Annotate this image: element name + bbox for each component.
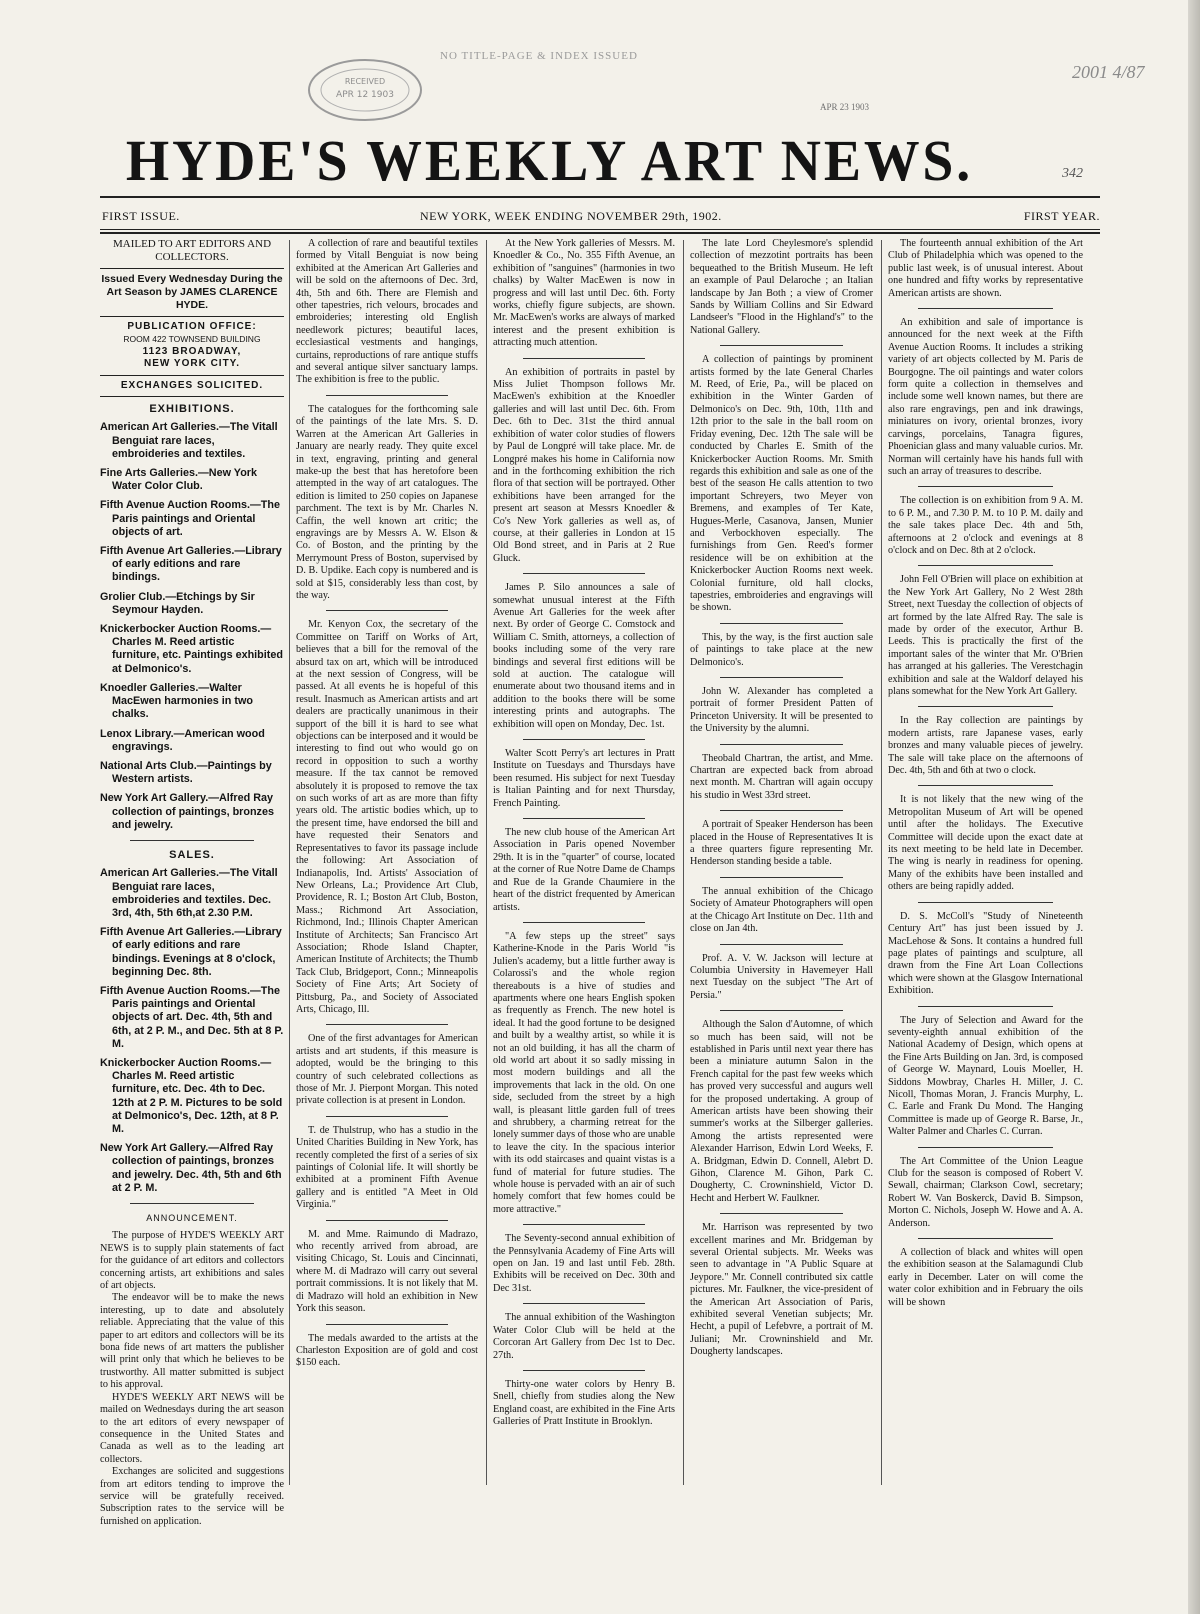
article-paragraph: A portrait of Speaker Henderson has been placed in the House of Representatives It is a three quarters figure representing Mr. Henderson standing beside a table. (690, 819, 873, 868)
article-divider (523, 358, 645, 359)
article-divider (720, 345, 843, 346)
article-paragraph: M. and Mme. Raimundo di Madrazo, who recently arrived from abroad, are visiting Chicago, St. Louis and Cincinnati, where M. di Madrazo will carry out several portrait commissions. It is not likely that M. di Madrazo will hold an exhibition in New York this season. (296, 1228, 478, 1315)
article-divider (523, 1370, 645, 1371)
svg-text:RECEIVED: RECEIVED (344, 77, 386, 86)
article-paragraph: The Art Committee of the Union League Club for the season is composed of Robert V. Sewall, chairman; Clarkson Cowl, secretary; Robert W. Van Boskerck, David B. Simpson, Morton C. Nichols, Joseph W. Howe and A. A. Anderson. (888, 1155, 1083, 1229)
announcement-paragraph: Exchanges are solicited and suggestions from art editors tending to improve the service will be gratefully received. Subscription rates to the service will be furnished on application. (100, 1466, 284, 1527)
exhibitions-list (100, 421, 284, 831)
article-paragraph: In the Ray collection are paintings by modern artists, rare Japanese vases, early bronzes and many valuable pieces of jewelry. The sale will take place on the afternoons of Dec. 4th, 5th and 6th at two o clock. (888, 715, 1083, 777)
newspaper-page (90, 0, 1100, 1614)
article-paragraph: Mr. Kenyon Cox, the secretary of the Committee on Tariff on Works of Art, believes that a bill for the removal of the absurd tax on art, which will be introduced at the next session of Congress, will be passed. At all events he is hopeful of this result. Inasmuch as American artists and art dealers are practically unanimous in their support of the bill it is hard to see what objections can be interposed and it would be interesting to find out who would go on record in opposition to such a worthy measure. If the tax cannot be removed absolutely it is proposed to remove the tax on such works of art as are more than fifty years old. The artistic bodies which, up to the present time, have endorsed the bill and have requested their Senators and Representatives to favor its passage include the following: Art Association of Indianapolis, Ind. Artists' Association of New Orleans, La.; Providence Art Club, Providence, R. I.; Boston Art Club, Boston, Mass.; Richmond Art Association, Richmond, Ind.; Illinois Chapter American Institute of Architects; San Francisco Art Association; Rhode Island Chapter, American Institute of Architects; the Thumb Tack Club, Bridgeport, Conn.; Minneapolis Society of Fine Arts; Art Society of Pittsburg, Pa., and Society of Associated Arts, Chicago, Ill. (296, 619, 478, 1015)
title-page-stamp: NO TITLE-PAGE & INDEX ISSUED (440, 50, 638, 62)
exhibition-listing: Fifth Avenue Auction Rooms.—The Paris paintings and Oriental objects of art. (100, 499, 280, 538)
article-divider (326, 395, 448, 396)
sidebar-rule (100, 268, 284, 269)
article-column-3 (690, 238, 873, 1488)
sidebar-rule (100, 396, 284, 397)
article-divider (918, 1147, 1053, 1148)
article-divider (720, 677, 843, 678)
column-rule (486, 240, 487, 1485)
sale-listing: American Art Galleries.—The Vitall Benguiat rare laces, embroideries and textiles. Dec. 3rd, 4th, 5th 6th,at 2.30 P.M. (100, 867, 278, 919)
article-paragraph: A collection of paintings by prominent artists formed by the late General Charles M. Reed, of Erie, Pa., will be placed on exhibition in the Winter Garden of Delmonico's on Dec. 9th, 10th, 11th and 12th prior to the sale in the ball room on Friday evening, Dec. 12th The sale will be conducted by Charles E. Smith of the Knickerbocker Auction Rooms. Mr. Smith regards this exhibition and sale as one of the best of the season He calls attention to two important Schreyers, two Meyer von Bremens, and examples of Ter Kate, Hugues-Merle, Casanova, Jansen, Munier and Verbockhoven especially. The furnishings from Gen. Reed's former residence will be on exhibition at the Knickerbocker Auction Rooms next week. Colonial furniture, old hall clocks, tapestries, embroideries and engravings will be shown. (690, 354, 873, 614)
article-divider (523, 922, 645, 923)
article-paragraph: The collection is on exhibition from 9 A. M. to 6 P. M., and 7.30 P. M. to 10 P. M. daily and the sale takes place Dec. 4th and 5th, afternoons at 2 o'clock and evenings at 8 o'clock and on Dec. 8th at 2 o'clock. (888, 495, 1083, 556)
mailed-notice: MAILED TO ART EDITORS AND COLLECTORS. (112, 238, 272, 263)
article-column-2 (493, 238, 675, 1488)
sidebar-rule (100, 316, 284, 317)
article-divider (918, 1238, 1053, 1239)
article-paragraph: John Fell O'Brien will place on exhibition at the New York Art Gallery, No 2 West 28th Street, next Tuesday the collection of objects of art formed by the late Alfred Ray. The sale is made by order of the executor, Arthur B. Leeds. This is practically the first of the important sales of the winter that Mr. O'Brien has arranged at his galleries. The Verestchagin exhibition and sale at the Waldorf delayed his plans somewhat for the New York Art Gallery. (888, 574, 1083, 697)
article-divider (918, 308, 1053, 309)
masthead-margin-note: 342 (1062, 166, 1083, 181)
article-paragraph: The Seventy-second annual exhibition of the Pennsylvania Academy of Fine Arts will open on Jan. 19 and last until Feb. 28th. Exhibits will be received on Dec. 30th and Dec 31st. (493, 1233, 675, 1294)
article-divider (918, 565, 1053, 566)
article-paragraph: Theobald Chartran, the artist, and Mme. Chartran are expected back from abroad next month. M. Chartran will again occupy his studio in West 33rd street. (690, 752, 873, 801)
article-column-4 (888, 238, 1083, 1488)
announcement-paragraph: The purpose of HYDE'S WEEKLY ART NEWS is to supply plain statements of fact for the guidance of art editors and collectors concerning artists, art exhibitions and sales of art objects. (100, 1230, 284, 1292)
article-paragraph: A collection of black and whites will open the exhibition season at the Salamagundi Club early in December. Later on will come the water color exhibition and in February the oils will be shown (888, 1247, 1083, 1308)
top-rule (100, 196, 1100, 198)
page-edge-shadow (1188, 0, 1200, 1614)
year-label: FIRST YEAR. (1023, 209, 1100, 223)
article-divider (720, 944, 843, 945)
sale-listing: Knickerbocker Auction Rooms.—Charles M. Reed artistic furniture, etc. Dec. 4th to Dec. 12th at 2 P. M. Pictures to be sold at Delmonico's, Dec. 12th, at 8 P. M. (100, 1056, 283, 1135)
office-address-city: NEW YORK CITY. (143, 358, 241, 370)
article-paragraph: T. de Thulstrup, who has a studio in the United Charities Building in New York, has recently completed the first of a series of six paintings of Colonial life. It will shortly be exhibited at a prominent Fifth Avenue gallery and is entitled "A Meet in Old Virginia." (296, 1124, 478, 1211)
sale-listing: Fifth Avenue Auction Rooms.—The Paris paintings and Oriental objects of art. Dec. 4th, 5th and 6th, at 2 P. M., and Dec. 5th at 8 P. M. (100, 984, 284, 1050)
article-paragraph: "A few steps up the street" says Katherine-Knode in the Paris World "is Julien's academy, but a little further away is Colarossi's and the whole region thereabouts is a hive of studies and apartments where one hears English spoken as frequently as French. The new hotel is ideal. It had the good fortune to be designed and built by a wealthy artist, so while it is not an old building, it has all the charm of old world art about it so sadly missing in most modern buildings and all the improvements that lack in the old. On one side, secluded from the street by a high wall, is pleasant little garden full of trees and shrubbery, a charming retreat for the lonely summer days of those who are unable to leave the city. In the spacious interior with its odd staircases and quaint vistas is a fund of material for future studies. The whole house is pervaded with an air of such homely comfort that few homes could be more attractive." (493, 930, 675, 1215)
announcement-paragraph: The endeavor will be to make the news interesting, up to date and absolutely reliable. Appreciating that the value of this paper to art editors and collectors will be its bona fide news of art matters the publisher will print only that which he believes to be trustworthy. All matter submitted is subject to his approval. (100, 1292, 284, 1391)
article-divider (326, 610, 448, 611)
article-divider (918, 486, 1053, 487)
publication-office-label: PUBLICATION OFFICE: (127, 321, 257, 332)
article-paragraph: The medals awarded to the artists at the Charleston Exposition are of gold and cost $150 each. (296, 1332, 478, 1369)
article-divider (720, 1010, 843, 1011)
article-divider (918, 902, 1053, 903)
article-divider (720, 623, 843, 624)
article-paragraph: The annual exhibition of the Chicago Society of Amateur Photographers will open at the Chicago Art Institute on Dec. 11th and close on Jan 4th. (690, 885, 873, 935)
article-paragraph: Walter Scott Perry's art lectures in Pratt Institute on Tuesdays and Thursdays have been resumed. His subject for next Tuesday is Italian Painting and for next Thursday, French Painting. (493, 748, 675, 809)
date-stamp: APR 23 1903 (820, 102, 870, 112)
column-rule (683, 240, 684, 1485)
article-divider (918, 706, 1053, 707)
article-paragraph: John W. Alexander has completed a portrait of former President Patten of Princeton University. It will be presented to the University by the alumni. (690, 686, 873, 735)
article-paragraph: An exhibition of portraits in pastel by Miss Juliet Thompson follows Mr. MacEwen's exhibition at the Knoedler galleries and will last until Dec. 6th. From Dec. 6th to Dec. 31st the third annual exhibition of water color studies of flowers by Paul de Longpré will take place. Mr. de Longpré makes his home in California now and in the forthcoming exhibition the rich flora of that section will be portrayed. Other exhibitions have been arranged for the present art season at Messrs Knoedler & Co's New York galleries as well as, of course, at their galleries in London at 15 Old Bond street, and in Paris at 2 Rue Gluck. (493, 366, 675, 564)
sidebar-column (100, 238, 284, 1527)
article-divider (720, 744, 843, 745)
info-rule-double (100, 232, 1100, 234)
place-date: NEW YORK, WEEK ENDING NOVEMBER 29th, 1902. (420, 209, 722, 223)
article-paragraph: Prof. A. V. W. Jackson will lecture at Columbia University in Havemeyer Hall next Tuesday on the subject "The Art of Persia." (690, 952, 873, 1001)
article-divider (918, 785, 1053, 786)
column-rule (289, 240, 290, 1485)
handwritten-note: 2001 4/87 (1072, 62, 1145, 82)
article-paragraph: James P. Silo announces a sale of somewhat unusual interest at the Fifth Avenue Art Galleries for the week after next. By order of George C. Comstock and William C. Smith, attorneys, a collection of books including some of the very rare bindings and several first editions will be sold at auction. The catalogue will enumerate about two thousand items and in addition to the books there will be some interesting prints and autographs. The exhibition will open on Monday, Dec. 1st. (493, 582, 675, 730)
exhibition-listing: Grolier Club.—Etchings by Sir Seymour Hayden. (100, 590, 255, 616)
article-paragraph: Mr. Harrison was represented by two excellent marines and Mr. Bridgeman by several Oriental subjects. Mr. Weeks was seen to advantage in "A Public Square at Jeypore." Mr. Connell contributed six cattle pictures. Mr. Faulkner, the vice-president of the American Art Association of Paris, exhibited several Venetian subjects; Mr. Hecht, a pupil of Lefebvre, a portrait of M. Juliani; Mr. Crowninshield and Mr. Dougherty landscapes. (690, 1222, 873, 1358)
exhibitions-heading: EXHIBITIONS. (149, 403, 235, 416)
article-paragraph: One of the first advantages for American artists and art students, if this measure is adopted, would be the bringing to this country of such celebrated collections as those of Mr. J. Pierpont Morgan. This noted private collection is at present in London. (296, 1033, 478, 1107)
article-paragraph: The new club house of the American Art Association in Paris opened November 29th. It is in the "quarter" of course, located at the corner of Rue Notre Dame de Champs and Rue de la Grande Chaumiere in the heart of the district frequented by American artists. (493, 827, 675, 913)
article-divider (523, 739, 645, 740)
section-divider (130, 1203, 254, 1204)
sales-heading: SALES. (169, 848, 215, 861)
exchanges-notice: EXCHANGES SOLICITED. (120, 379, 264, 391)
article-paragraph: The Jury of Selection and Award for the seventy-eighth annual exhibition of the National Academy of Design, which opens at the Fine Arts Building on Jan. 3rd, is composed of George W. Maynard, Louis Moeller, H. Siddons Mowbray, Charles H. Miller, J. C. Nicoll, Thomas Moran, J. Francis Murphy, L. C. Earle and Frank Du Mond. The Hanging Committee is made up of George R. Barse, Jr., Walter Palmer and Charles C. Curran. (888, 1014, 1083, 1138)
masthead-title: HYDE'S WEEKLY ART NEWS. (125, 128, 974, 193)
article-divider (326, 1324, 448, 1325)
article-paragraph: The fourteenth annual exhibition of the Art Club of Philadelphia which was opened to the public last week, is of unusual interest. About one hundred and fifty works by representative American artists are shown. (888, 238, 1083, 299)
exhibition-listing: Fine Arts Galleries.—New York Water Color Club. (100, 467, 258, 493)
sidebar-rule (100, 375, 284, 376)
article-paragraph: It is not likely that the new wing of the Metropolitan Museum of Art will be opened until after the holidays. The Executive Committee will decide upon the exact date at its next meeting to be held late in December. The wing is nearly in readiness for opening. Many of the exhibits have been installed and others are being rapidly added. (888, 794, 1083, 893)
article-divider (918, 1006, 1053, 1007)
announcement-paragraph: HYDE'S WEEKLY ART NEWS will be mailed on Wednesdays during the art season to the art editors of every newspaper of consequence in the United States and Canada as well as to the leading art collectors. (100, 1391, 284, 1465)
sale-listing: New York Art Gallery.—Alfred Ray collection of paintings, bronzes and jewelry. Dec. 4th, 5th and 6th at 2 P. M. (100, 1142, 282, 1194)
sales-list (100, 867, 284, 1195)
article-paragraph: Although the Salon d'Automne, of which so much has been said, will not be established in Paris until next year there has been a miniature autumn Salon in the French capital for the past few weeks which has proved very successful and augurs well for the proposed undertaking. A group of American artists have been showing their summer's works at the Silberger galleries. Among the artists represented were Alexander Harrison, Edwin Lord Weeks, F. A. Bridgman, Edwin D. Connell, Alebrt D. Gihon, Clarence M. Gihon, Park C. Dougherty, C. Crowninshield, Victor D. Hecht and Herbert W. Faulkner. (690, 1019, 873, 1204)
column-rule (881, 240, 882, 1485)
article-paragraph: D. S. McColl's "Study of Nineteenth Century Art" has just been issued by J. MacLehose & Sons. It contains a hundred full page plates of paintings and sculpture, all drawn from the Fine Art Loan Collections which were shown at the Glasgow International Exhibition. (888, 910, 1083, 997)
article-paragraph: Thirty-one water colors by Henry B. Snell, chiefly from studies along the New England coast, are exhibited in the Fine Arts Galleries of Pratt Institute in Brooklyn. (493, 1378, 675, 1428)
article-paragraph: The late Lord Cheylesmore's splendid collection of mezzotint portraits has been bequeathed to the British Museum. He left an example of Paul Delaroche ; an Italian landscape by Jan Both ; a view of Cromer Sands by William Collins and Sir Edward Landseer's "Flood in the Highland's" to the National Gallery. (690, 238, 873, 336)
exhibition-listing: Lenox Library.—American wood engravings. (100, 727, 265, 753)
office-room: ROOM 422 TOWNSEND BUILDING (123, 334, 261, 345)
article-divider (720, 877, 843, 878)
exhibition-listing: Knoedler Galleries.—Walter MacEwen harmonies in two chalks. (100, 681, 253, 721)
article-divider (326, 1024, 448, 1025)
exhibition-listing: American Art Galleries.—The Vitall Benguiat rare laces, embroideries and textiles. (100, 421, 278, 460)
article-paragraph: At the New York galleries of Messrs. M. Knoedler & Co., No. 355 Fifth Avenue, an exhibition of "sanguines" (harmonies in two chalks) by Walter MacEwen is now in progress and will last until Dec. 6th. Forty works, chiefly figure subjects, are shown. Mr. MacEwen's works are always of marked interest and the present exhibition is attracting much attention. (493, 238, 675, 349)
article-divider (523, 1224, 645, 1225)
article-divider (523, 818, 645, 819)
exhibition-listing: Fifth Avenue Art Galleries.—Library of early editions and rare bindings. (100, 545, 282, 584)
announcement-heading: ANNOUNCEMENT. (146, 1213, 238, 1223)
exhibition-listing: New York Art Gallery.—Alfred Ray collection of paintings, bronzes and jewelry. (100, 792, 274, 831)
announcement-text (100, 1230, 284, 1528)
article-divider (523, 1303, 645, 1304)
article-paragraph: A collection of rare and beautiful textiles formed by Vitall Benguiat is now being exhibited at the American Art Galleries and will be sold on the afternoons of Dec. 3rd, 4th, 5th and 6th. There are Flemish and other tapestries, rich velours, brocades and embroideries; interesting old English needlework pictures; beautiful laces, ecclesiastical vestments and hangings, curtains, reproductions of rare antique stuffs and several antique silver sanctuary lamps. The exhibition is free to the public. (296, 238, 478, 386)
article-paragraph: The annual exhibition of the Washington Water Color Club will be held at the Corcoran Art Gallery from Dec 1st to Dec. 27th. (493, 1312, 675, 1361)
article-divider (720, 810, 843, 811)
office-address-street: 1123 BROADWAY, (142, 345, 242, 357)
article-column-1 (296, 238, 478, 1488)
article-paragraph: An exhibition and sale of importance is announced for the next week at the Fifth Avenue Auction Rooms. It includes a striking variety of art objects collected by M. Paris de Bourgogne. The oil paintings and water colors form quite a collection in themselves and include some well known names, but there are also rare engravings, pen and ink drawings, miniatures on ivory, oriental bronzes, ivory carvings, porcelains, Tanagra figures, Phoenician glass and many valuable curios. Mr. Norman will certainly have his hands full with such an array of treasures to describe. (888, 317, 1083, 477)
article-divider (523, 573, 645, 574)
section-divider (130, 840, 254, 841)
article-paragraph: This, by the way, is the first auction sale of paintings to take place at the new Delmonico's. (690, 631, 873, 668)
exhibition-listing: Knickerbocker Auction Rooms.—Charles M. Reed artistic furniture, etc. Paintings exhibited at Delmonico's. (100, 623, 283, 675)
article-divider (326, 1220, 448, 1221)
article-divider (326, 1116, 448, 1117)
article-divider (720, 1213, 843, 1214)
article-paragraph: The catalogues for the forthcoming sale of the paintings of the late Mrs. S. D. Warren at the American Art Galleries in January are nearly ready. They quite excel in text, engraving, printing and general make-up the best that has heretofore been attempted in the way of art catalogues. The edition is limited to 250 copies on Japanese parchment. The text is by Mr. Charles N. Caffin, the well known art critic; the engravings are by Messrs A. W. Elson & Co. of Boston, and the printing by the Merrymount Press of Boston, supervised by D. B. Updike. Each copy is numbered and is sold at $15, considerably less than cost, by the way. (296, 403, 478, 601)
issued-notice: Issued Every Wednesday During the Art Season by JAMES CLARENCE HYDE. (101, 273, 283, 311)
sale-listing: Fifth Avenue Art Galleries.—Library of early editions and rare bindings. Evenings at 8 o'clock, beginning Dec. 8th. (100, 926, 282, 978)
svg-text:APR 12 1903: APR 12 1903 (336, 90, 394, 100)
issue-label: FIRST ISSUE. (102, 209, 180, 223)
info-rule (100, 229, 1100, 230)
exhibition-listing: National Arts Club.—Paintings by Western artists. (100, 759, 272, 786)
